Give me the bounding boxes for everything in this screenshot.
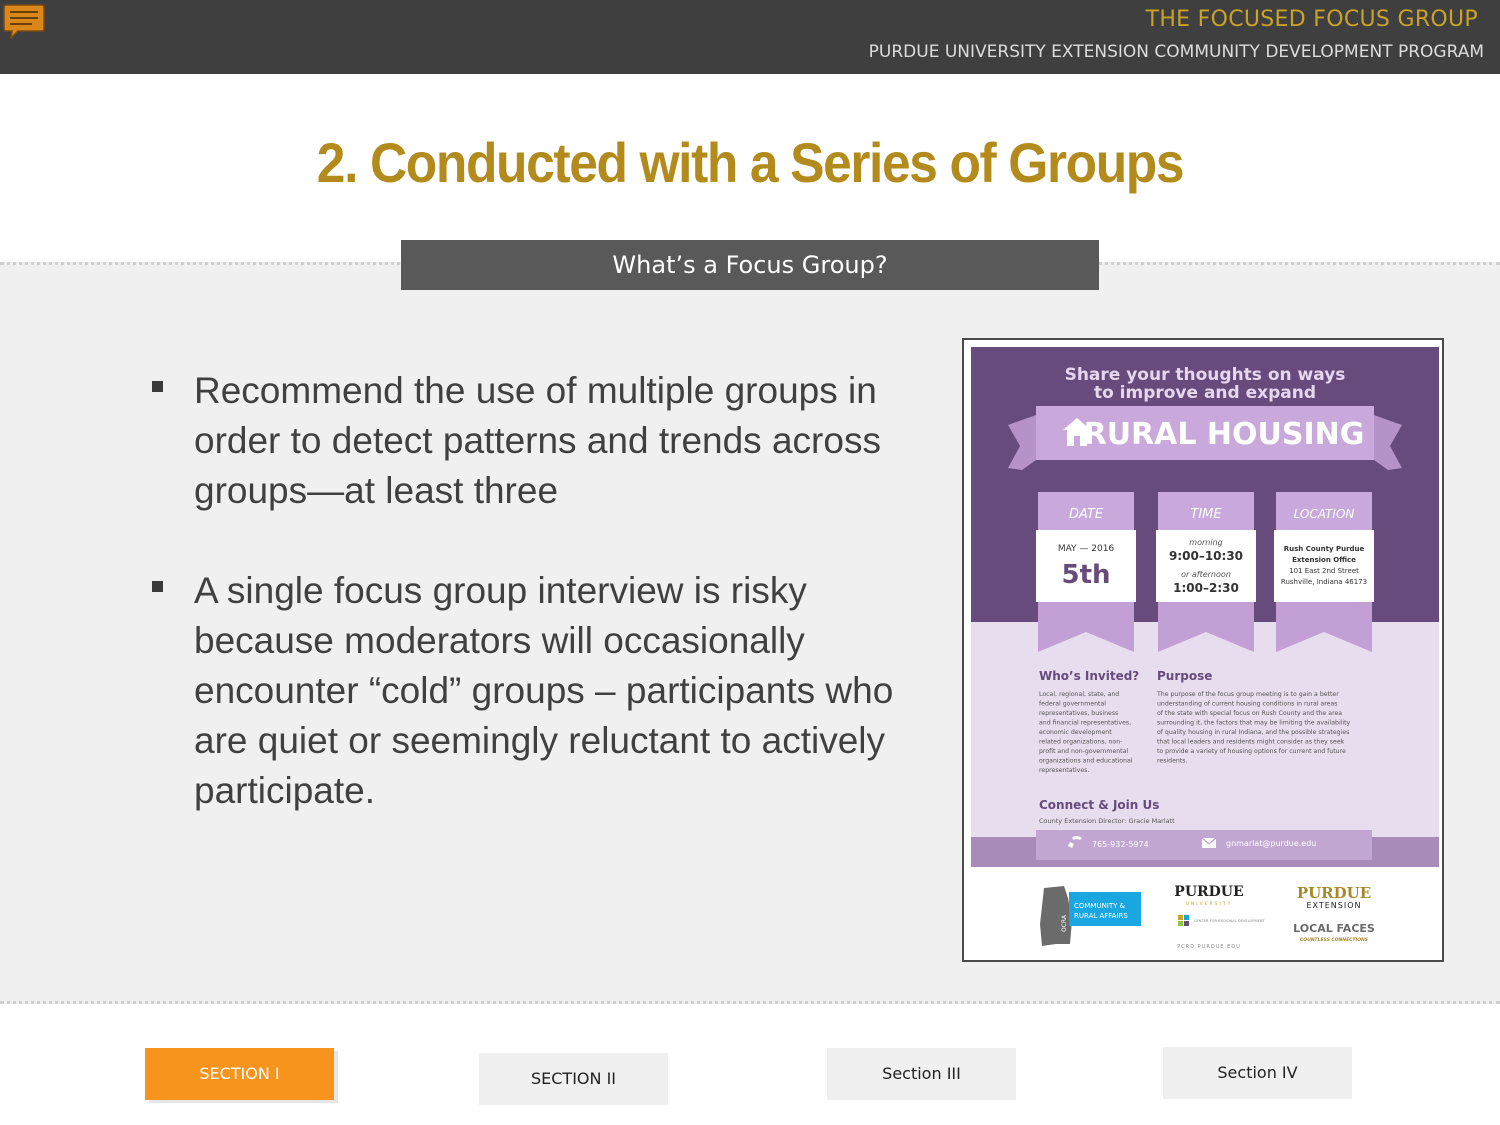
purdue-extension-logo: [1293, 884, 1375, 943]
purpose-line: that local leaders and residents might consider as they seek: [1157, 738, 1345, 746]
nav-section-1-button[interactable]: SECTION I: [145, 1048, 334, 1100]
bullet-text: A single focus group interview is risky because moderators will occasionally encounter “cold” groups – participants who are quiet or seemingly reluctant to actively participate.: [194, 570, 894, 811]
invited-line: and financial representatives,: [1039, 719, 1132, 727]
email-text: gnmarlat@purdue.edu: [1226, 839, 1317, 848]
location-line: Rush County Purdue: [1283, 545, 1365, 553]
location-line: Extension Office: [1292, 556, 1356, 564]
flyer-headline: RURAL HOUSING: [1083, 417, 1365, 452]
invited-line: related organizations, non-: [1039, 738, 1123, 746]
ext-logo-1: PURDUE: [1296, 884, 1372, 902]
bullet-list: [150, 366, 910, 866]
nav-section-2-button[interactable]: SECTION II: [479, 1053, 668, 1105]
purpose-line: to provide a variety of housing options for current and future: [1157, 748, 1346, 755]
invited-line: Local, regional, state, and: [1039, 691, 1120, 698]
purdue-logo-text: PURDUE: [1174, 884, 1244, 900]
flyer-graphic: [964, 340, 1442, 960]
crd-text: CENTER FOR REGIONAL DEVELOPMENT: [1194, 919, 1265, 923]
connect-heading: Connect & Join Us: [1039, 798, 1160, 812]
time-morning: 9:00–10:30: [1168, 549, 1244, 563]
invited-line: representatives.: [1039, 767, 1090, 774]
ext-logo-4: COUNTLESS CONNECTIONS: [1299, 938, 1369, 943]
speech-bubble-icon[interactable]: [2, 3, 46, 39]
bullet-marker: [152, 581, 163, 592]
location-label: LOCATION: [1293, 507, 1355, 521]
section-subtitle: What’s a Focus Group?: [401, 240, 1099, 290]
ocra-side-text: OCRA: [1061, 915, 1068, 932]
purpose-line: surrounding it, the factors that may be limiting the availability: [1157, 719, 1351, 727]
director-text: County Extension Director: Gracie Marlatt: [1039, 817, 1175, 825]
bullet-item: [150, 366, 910, 516]
ext-logo-3: LOCAL FACES: [1293, 922, 1375, 935]
location-line: Rushville, Indiana 46173: [1280, 578, 1368, 586]
date-label: DATE: [1068, 507, 1104, 522]
time-afternoon-label: or afternoon: [1181, 570, 1231, 579]
ocra-logo: [1040, 886, 1141, 946]
flyer-tagline-2: to improve and expand: [1093, 383, 1317, 403]
ocra-text-1: Office of: [1082, 892, 1112, 900]
phone-text: 765-932-5974: [1092, 840, 1149, 849]
invited-line: representatives, business: [1039, 710, 1119, 717]
ocra-text-3: RURAL AFFAIRS: [1074, 912, 1128, 920]
bullet-item: [150, 566, 910, 816]
purpose-line: understanding of current housing conditions in rural areas: [1157, 700, 1338, 708]
bullet-text: Recommend the use of multiple groups in order to detect patterns and trends across groups—at least three: [194, 370, 881, 511]
time-label: TIME: [1190, 507, 1222, 522]
date-month: MAY — 2016: [1057, 544, 1115, 554]
brand-title: THE FOCUSED FOCUS GROUP: [1145, 7, 1478, 32]
purpose-line: of the state with special focus on Rush County and the area: [1157, 710, 1343, 717]
header-bar: [0, 0, 1500, 74]
purdue-logo-sub: UNIVERSITY: [1185, 902, 1233, 907]
invited-line: federal governmental: [1039, 700, 1106, 708]
time-afternoon: 1:00–2:30: [1173, 581, 1239, 595]
invited-line: profit and non-governmental: [1039, 748, 1129, 755]
purpose-line: of quality housing in rural Indiana, and the possible strategies: [1157, 729, 1350, 736]
location-card: [1274, 530, 1374, 602]
ocra-text-2: COMMUNITY &: [1074, 902, 1126, 910]
flyer-tagline-1: Share your thoughts on ways: [1064, 365, 1346, 385]
invited-heading: Who’s Invited?: [1039, 669, 1140, 683]
pcrd-text: PCRD.PURDUE.EDU: [1177, 944, 1241, 950]
invited-line: organizations and educational: [1039, 757, 1133, 765]
purpose-line: The purpose of the focus group meeting is to gain a better: [1157, 691, 1339, 698]
purdue-crd-logo: [1174, 884, 1265, 950]
flyer-image: [962, 338, 1444, 962]
page-title: 2. Conducted with a Series of Groups: [316, 131, 1184, 194]
purpose-line: residents.: [1157, 757, 1188, 765]
mail-icon: [1202, 838, 1216, 848]
time-morning-label: morning: [1189, 538, 1223, 547]
nav-section-4-button[interactable]: Section IV: [1163, 1047, 1352, 1099]
invited-line: economic development: [1039, 729, 1112, 736]
brand-subtitle: PURDUE UNIVERSITY EXTENSION COMMUNITY DEVELOPMENT PROGRAM: [868, 42, 1484, 62]
purpose-heading: Purpose: [1157, 669, 1213, 683]
location-line: 101 East 2nd Street: [1289, 567, 1359, 575]
ext-logo-2: EXTENSION: [1306, 901, 1362, 910]
bullet-marker: [152, 381, 163, 392]
date-day: 5th: [1061, 560, 1111, 590]
nav-section-3-button[interactable]: Section III: [827, 1048, 1016, 1100]
